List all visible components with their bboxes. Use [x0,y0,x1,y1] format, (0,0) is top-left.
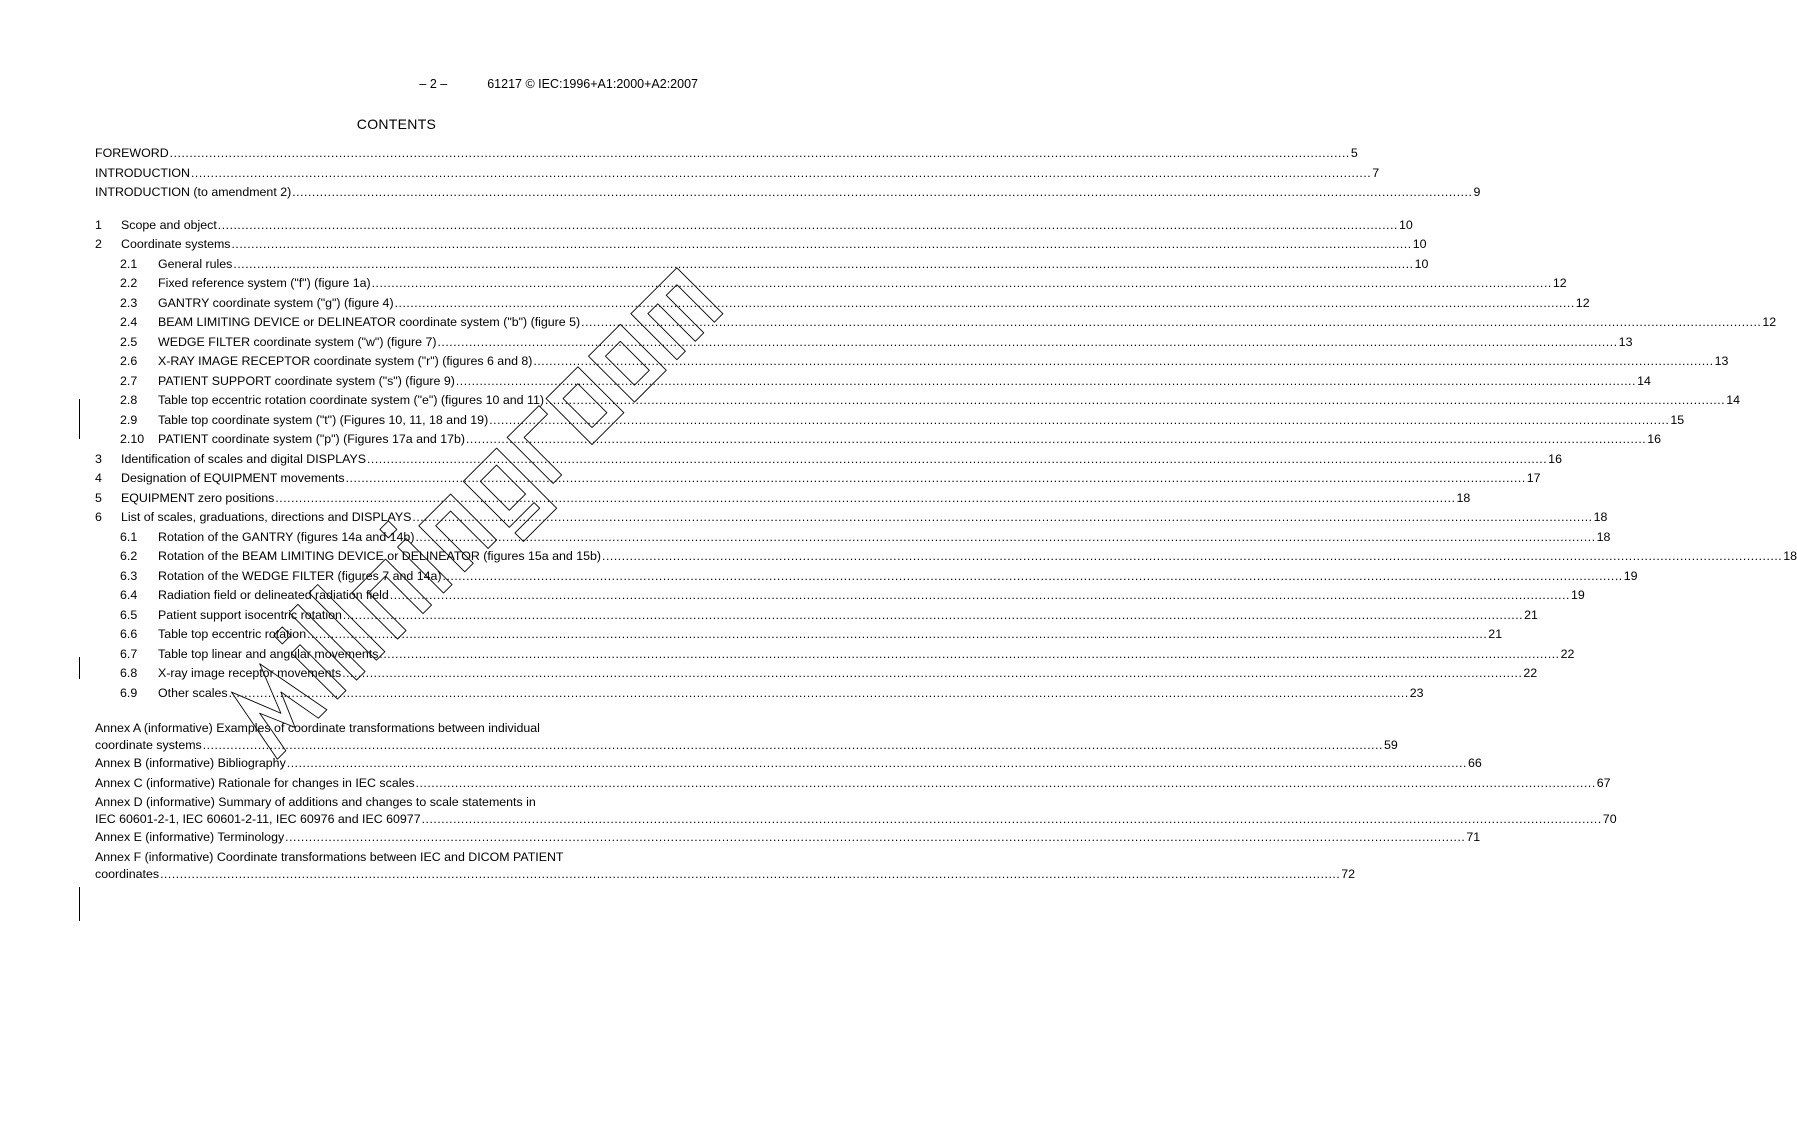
annex-list [95,721,1617,885]
toc-entry[interactable] [95,146,1358,166]
entry-number: 2.3 [120,295,138,310]
entry-title: Annex B (informative) Bibliography [95,756,286,770]
toc-line [120,373,1651,388]
entry-number: 2 [95,237,102,251]
toc-entry[interactable] [95,607,1538,628]
dot-leader: ............................................................................................................................................................................................................................................................................................................ [307,627,1488,641]
entry-number: 6.5 [120,607,138,622]
dot-leader: ............................................................................................................................................................................................................................................................................................................ [394,295,1575,310]
dot-leader: ............................................................................................................................................................................................................................................................................................................ [191,165,1372,180]
entry-title: Rotation of the GANTRY (figures 14a and 14b) [158,529,415,544]
entry-number: 6.7 [120,646,138,661]
entry-title: INTRODUCTION (to amendment 2) [95,185,292,199]
dot-leader: ............................................................................................................................................................................................................................................................................................................ [415,529,1596,544]
toc-line [120,334,1633,349]
dot-leader: ............................................................................................................................................................................................................................................................................................................ [233,256,1414,271]
dot-leader: ............................................................................................................................................................................................................................................................................................................ [202,738,1383,752]
entry-title: Scope and object [121,217,217,232]
page-ref: 10 [1398,217,1413,232]
toc-line [120,666,1538,680]
toc-entry[interactable] [95,393,1740,413]
toc-entry[interactable] [95,412,1685,433]
dot-leader: ............................................................................................................................................................................................................................................................................................................ [228,685,1409,700]
toc-line [120,685,1424,700]
entry-title: List of scales, graduations, directions and DISPLAYS [121,510,412,524]
entry-number: 6.1 [120,529,138,544]
entry-title: BEAM LIMITING DEVICE or DELINEATOR coordinate system ("b") (figure 5) [158,315,581,329]
toc-line [120,588,1585,602]
entry-title: Annex E (informative) Terminology [95,830,285,844]
entry-number: 6.2 [120,549,138,563]
entry-title: X-RAY IMAGE RECEPTOR coordinate system ("r") (figures 6 and 8) [158,354,533,368]
dot-leader: ............................................................................................................................................................................................................................................................................................................ [169,146,1350,160]
page-ref: 19 [1570,588,1585,602]
entry-number: 6.8 [120,666,138,680]
annex-title-line: Annex D (informative) Summary of additions and changes to scale statements in [95,795,536,809]
dot-leader: ............................................................................................................................................................................................................................................................................................................ [455,373,1637,388]
page-ref: 23 [1409,685,1424,700]
page-ref: 21 [1524,607,1538,622]
entry-number: 1 [95,217,102,232]
annex-entry[interactable] [95,721,1398,756]
toc-line [120,315,1777,329]
toc-line [120,354,1729,368]
entry-number: 2.6 [120,354,138,368]
toc-line [120,276,1567,290]
document-id: 61217 © IEC:1996+A1:2000+A2:2007 [487,77,698,91]
toc-entry[interactable] [95,471,1541,491]
annex-entry[interactable] [95,795,1617,830]
page-ref: 12 [1552,276,1567,290]
page-ref: 67 [1596,775,1611,790]
dot-leader: ............................................................................................................................................................................................................................................................................................................ [437,334,1618,349]
page-ref: 72 [1341,866,1356,881]
toc-line [95,165,1380,180]
entry-title: GANTRY coordinate system ("g") (figure 4) [158,295,394,310]
dot-leader: ............................................................................................................................................................................................................................................................................................................ [581,315,1762,329]
toc-line [95,146,1358,160]
entry-title: INTRODUCTION [95,165,190,180]
toc-entry[interactable] [95,354,1729,374]
annex-title-line: Annex A (informative) Examples of coordinate transformations between individual [95,721,540,735]
page-ref: 9 [1473,185,1481,199]
page-ref: 12 [1762,315,1777,329]
toc-entry[interactable] [95,627,1503,647]
entry-title: PATIENT SUPPORT coordinate system ("s") (figure 9) [158,373,455,388]
dot-leader: ............................................................................................................................................................................................................................................................................................................ [275,490,1456,505]
entry-title: Rotation of the BEAM LIMITING DEVICE or DELINEATOR (figures 15a and 15b) [158,549,602,563]
page-ref: 16 [1647,432,1661,446]
dot-leader: ............................................................................................................................................................................................................................................................................................................ [389,588,1570,602]
toc-line [95,451,1562,466]
entry-number: 2.5 [120,334,138,349]
toc-entry[interactable] [95,588,1585,608]
toc-entry[interactable] [95,256,1429,277]
dot-leader: ............................................................................................................................................................................................................................................................................................................ [286,756,1467,770]
toc-entry[interactable] [95,373,1651,394]
toc-line [95,237,1427,251]
entry-title: X-ray image receptor movements [158,666,342,680]
toc-line [95,812,1617,826]
entry-title: Radiation field or delineated radiation field [158,588,389,602]
toc-entry[interactable] [95,217,1413,238]
toc-line [120,549,1797,563]
toc-entry[interactable] [95,666,1538,686]
toc-entry[interactable] [95,237,1427,257]
toc-line [120,295,1590,310]
page-ref: 14 [1637,373,1651,388]
toc-entry[interactable] [95,549,1797,569]
dot-leader: ............................................................................................................................................................................................................................................................................................................ [366,451,1548,466]
toc-entry[interactable] [95,529,1611,550]
toc-line [95,490,1471,505]
toc-line [95,217,1413,232]
page-ref: 10 [1414,256,1429,271]
entry-title: Other scales [158,685,228,700]
page-ref: 22 [1560,646,1575,661]
toc-line [120,607,1538,622]
page-ref: 22 [1523,666,1538,680]
entry-title: coordinate systems [95,738,202,752]
toc-line [95,471,1541,485]
page-ref: 13 [1618,334,1633,349]
entry-number: 2.7 [120,373,138,388]
toc-line [95,185,1481,199]
entry-number: 6 [95,510,102,524]
entry-title: Table top eccentric rotation [158,627,307,641]
entry-title: Designation of EQUIPMENT movements [121,471,345,485]
dot-leader: ............................................................................................................................................................................................................................................................................................................ [421,812,1602,826]
change-bar [79,657,80,679]
toc-entry[interactable] [95,165,1380,186]
entry-title: Table top linear and angular movements [158,646,379,661]
toc-line [95,866,1356,881]
entry-title: WEDGE FILTER coordinate system ("w") (figure 7) [158,334,437,349]
toc-line [120,627,1503,641]
dot-leader: ............................................................................................................................................................................................................................................................................................................ [371,276,1552,290]
entry-number: 5 [95,490,102,505]
page-ref: 18 [1593,510,1608,524]
toc-entry[interactable] [95,510,1608,530]
page-ref: 17 [1526,471,1541,485]
toc-line [95,738,1398,752]
dot-leader: ............................................................................................................................................................................................................................................................................................................ [292,185,1473,199]
entry-title: Table top coordinate system ("t") (Figures 10, 11, 18 and 19) [158,412,489,427]
dot-leader: ............................................................................................................................................................................................................................................................................................................ [231,237,1412,251]
entry-number: 2.9 [120,412,138,427]
entry-number: 6.6 [120,627,138,641]
annex-entry[interactable] [95,775,1611,796]
toc-line [120,393,1740,407]
page-header [419,77,698,91]
dot-leader: ............................................................................................................................................................................................................................................................................................................ [285,830,1466,844]
toc-entry[interactable] [95,451,1562,472]
page-number: – 2 – [419,77,448,91]
dot-leader: ............................................................................................................................................................................................................................................................................................................ [342,666,1523,680]
annex-title-line: Annex F (informative) Coordinate transformations between IEC and DICOM PATIENT [95,849,564,864]
entry-number: 6.4 [120,588,138,602]
toc-entry[interactable] [95,490,1471,511]
entry-title: Fixed reference system ("f") (figure 1a) [158,276,371,290]
toc-entry[interactable] [95,432,1661,452]
entry-number: 4 [95,471,102,485]
toc-line [120,256,1429,271]
page-ref: 71 [1466,830,1481,844]
page-ref: 66 [1467,756,1482,770]
dot-leader: ............................................................................................................................................................................................................................................................................................................ [602,549,1783,563]
entry-number: 2.10 [120,432,145,446]
toc-entry[interactable] [95,276,1567,296]
toc-line [120,529,1611,544]
change-bar [79,399,80,439]
dot-leader: ............................................................................................................................................................................................................................................................................................................ [415,775,1596,790]
toc-entry[interactable] [95,334,1633,355]
toc-line [95,775,1611,790]
page-ref: 18 [1456,490,1471,505]
entry-title: Identification of scales and digital DISPLAYS [121,451,366,466]
dot-leader: ............................................................................................................................................................................................................................................................................................................ [342,607,1524,622]
entry-number: 2.4 [120,315,138,329]
toc-line [95,830,1481,844]
page-ref: 10 [1412,237,1427,251]
entry-title: FOREWORD [95,146,169,160]
annex-entry[interactable] [95,830,1481,850]
dot-leader: ............................................................................................................................................................................................................................................................................................................ [489,412,1670,427]
entry-title: Annex C (informative) Rationale for changes in IEC scales [95,775,415,790]
dot-leader: ............................................................................................................................................................................................................................................................................................................ [217,217,1398,232]
entry-number: 2.1 [120,256,138,271]
entry-title: Patient support isocentric rotation [158,607,342,622]
dot-leader: ............................................................................................................................................................................................................................................................................................................ [412,510,1593,524]
dot-leader: ............................................................................................................................................................................................................................................................................................................ [466,432,1647,446]
entry-title: EQUIPMENT zero positions [121,490,275,505]
page-ref: 19 [1623,568,1638,583]
toc-line [120,432,1661,446]
dot-leader: ............................................................................................................................................................................................................................................................................................................ [442,568,1623,583]
page-ref: 16 [1548,451,1562,466]
entry-title: Table top eccentric rotation coordinate system ("e") (figures 10 and 11) [158,393,544,407]
entry-title: coordinates [95,866,160,881]
entry-number: 6.3 [120,568,138,583]
annex-entry[interactable] [95,756,1482,776]
entry-title: Coordinate systems [121,237,231,251]
toc-entry[interactable] [95,685,1424,706]
entry-number: 2.8 [120,393,138,407]
page-ref: 14 [1726,393,1740,407]
toc-entry[interactable] [95,185,1481,205]
page-ref: 18 [1783,549,1797,563]
dot-leader: ............................................................................................................................................................................................................................................................................................................ [379,646,1560,661]
page-ref: 12 [1575,295,1590,310]
entry-number: 3 [95,451,102,466]
toc-line [95,510,1608,524]
table-of-contents [95,146,1797,885]
dot-leader: ............................................................................................................................................................................................................................................................................................................ [544,393,1726,407]
annex-entry[interactable] [95,849,1356,885]
entry-number: 2.2 [120,276,138,290]
front-matter-list [95,146,1481,205]
page-ref: 13 [1714,354,1729,368]
toc-line [120,412,1685,427]
entry-title: IEC 60601-2-1, IEC 60601-2-11, IEC 60976 and IEC 60977 [95,812,421,826]
toc-line [120,568,1638,583]
dot-leader: ............................................................................................................................................................................................................................................................................................................ [533,354,1714,368]
dot-leader: ............................................................................................................................................................................................................................................................................................................ [160,866,1341,881]
page-ref: 18 [1596,529,1611,544]
toc-line [95,756,1482,770]
toc-line [120,646,1575,661]
page-title: CONTENTS [356,116,437,132]
clause-list [95,217,1797,706]
page-ref: 59 [1383,738,1398,752]
dot-leader: ............................................................................................................................................................................................................................................................................................................ [345,471,1526,485]
toc-entry[interactable] [95,646,1575,667]
page-ref: 21 [1488,627,1503,641]
toc-entry[interactable] [95,568,1638,589]
entry-title: General rules [158,256,233,271]
page-ref: 15 [1670,412,1685,427]
page-ref: 7 [1372,165,1380,180]
entry-title: PATIENT coordinate system ("p") (Figures 17a and 17b) [158,432,465,446]
entry-number: 6.9 [120,685,138,700]
change-bar [79,887,80,921]
toc-entry[interactable] [95,315,1777,335]
page-ref: 5 [1350,146,1358,160]
entry-title: Rotation of the WEDGE FILTER (figures 7 and 14a) [158,568,442,583]
toc-entry[interactable] [95,295,1590,316]
page-ref: 70 [1602,812,1617,826]
